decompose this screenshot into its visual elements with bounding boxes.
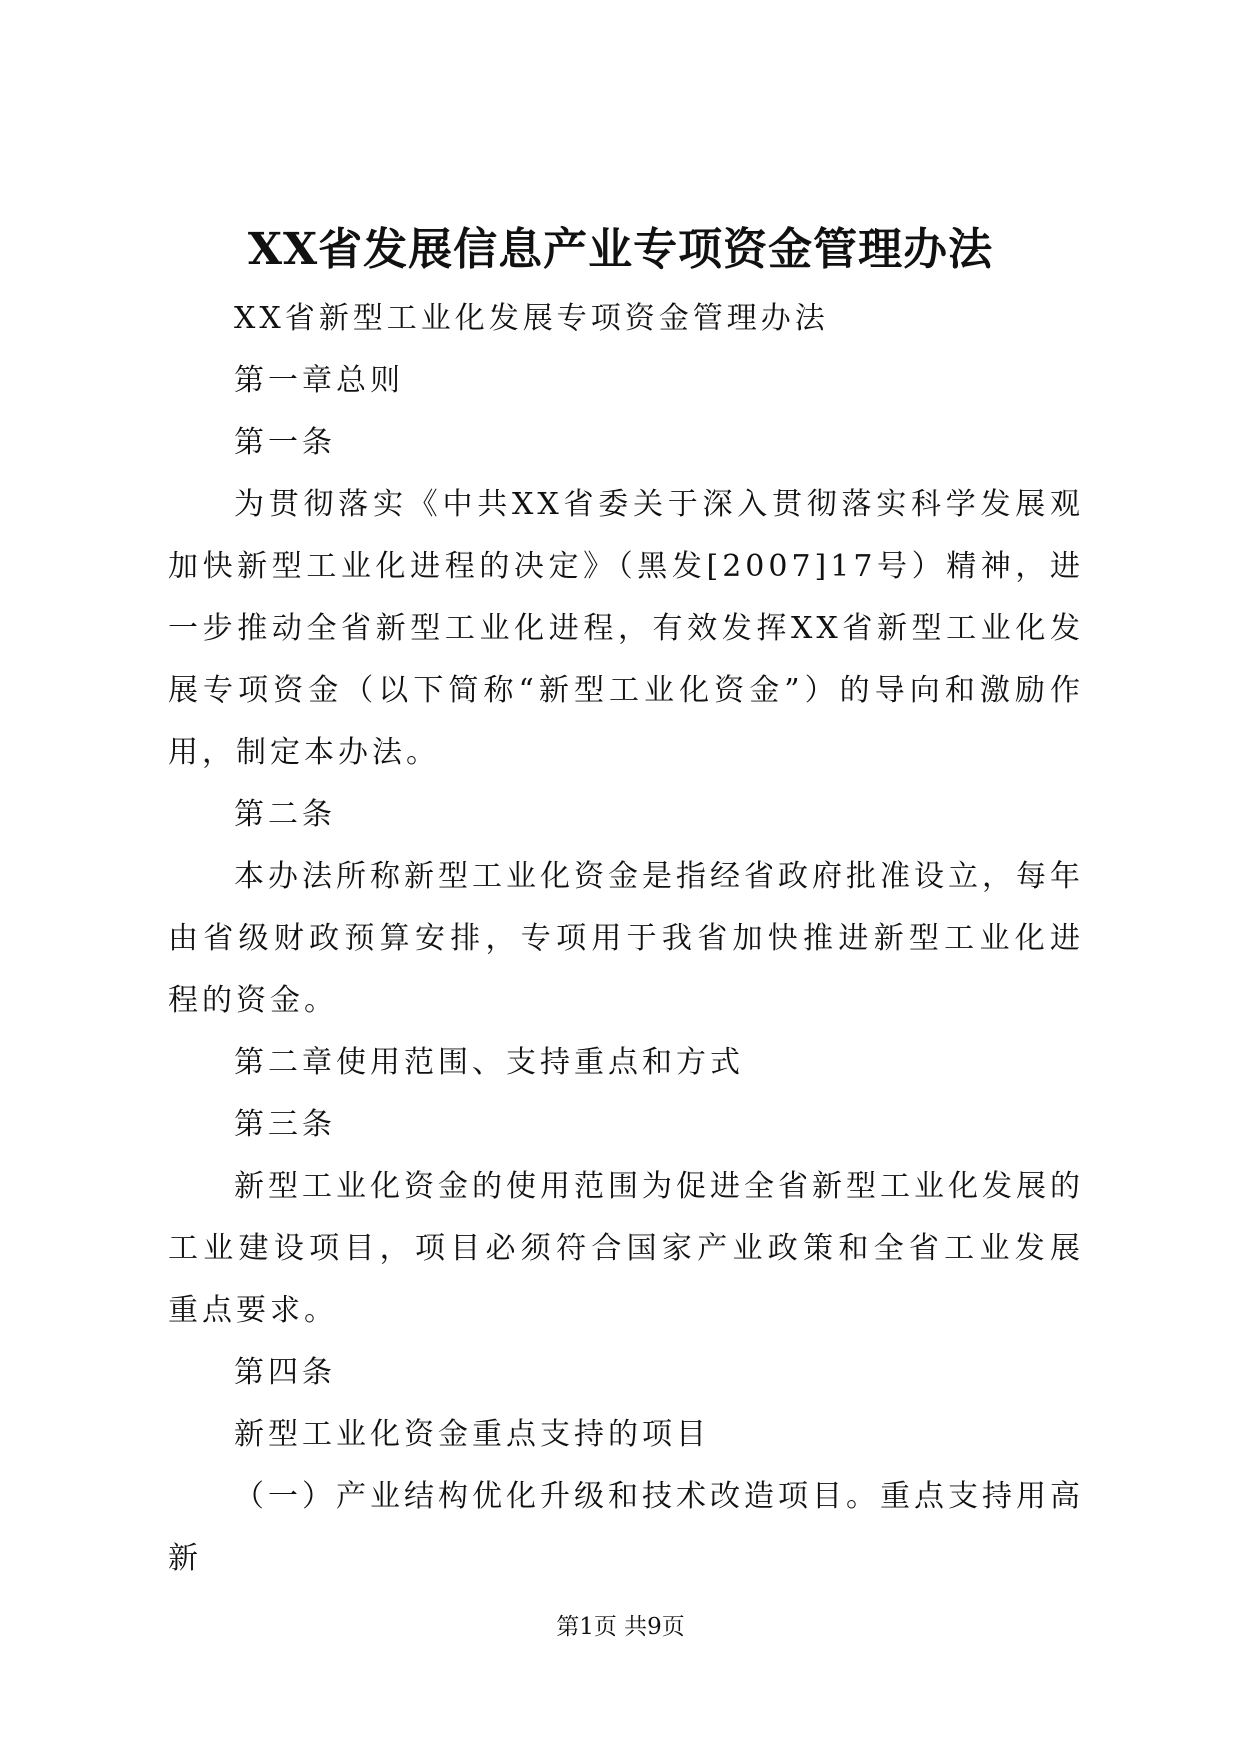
document-title: XX省发展信息产业专项资金管理办法 — [247, 224, 994, 275]
body-paragraph: 为贯彻落实《中共XX省委关于深入贯彻落实科学发展观加快新型工业化进程的决定》（黑发[2007]17号）精神，进一步推动全省新型工业化进程，有效发挥XX省新型工业化发展专项资金（以下简称“新型工业化资金”）的导向和激励作用，制定本办法。 — [168, 487, 1084, 770]
body-paragraph: 新型工业化资金重点支持的项目 — [234, 1417, 710, 1452]
chapter-heading: 第二章使用范围、支持重点和方式 — [234, 1045, 744, 1080]
article-heading: 第四条 — [234, 1355, 336, 1390]
subtitle-paragraph: XX省新型工业化发展专项资金管理办法 — [234, 301, 829, 336]
body-paragraph: （一）产业结构优化升级和技术改造项目。重点支持用高新 — [168, 1479, 1084, 1576]
document-body — [168, 288, 1084, 1590]
chapter-heading: 第一章总则 — [234, 363, 404, 398]
body-paragraph: 本办法所称新型工业化资金是指经省政府批准设立，每年由省级财政预算安排，专项用于我省加快推进新型工业化进程的资金。 — [168, 859, 1084, 1018]
article-heading: 第二条 — [234, 797, 336, 832]
article-heading: 第三条 — [234, 1107, 336, 1142]
article-heading: 第一条 — [234, 425, 336, 460]
body-paragraph: 新型工业化资金的使用范围为促进全省新型工业化发展的工业建设项目，项目必须符合国家产业政策和全省工业发展重点要求。 — [168, 1169, 1084, 1328]
page-number: 第1页 共9页 — [556, 1614, 685, 1640]
